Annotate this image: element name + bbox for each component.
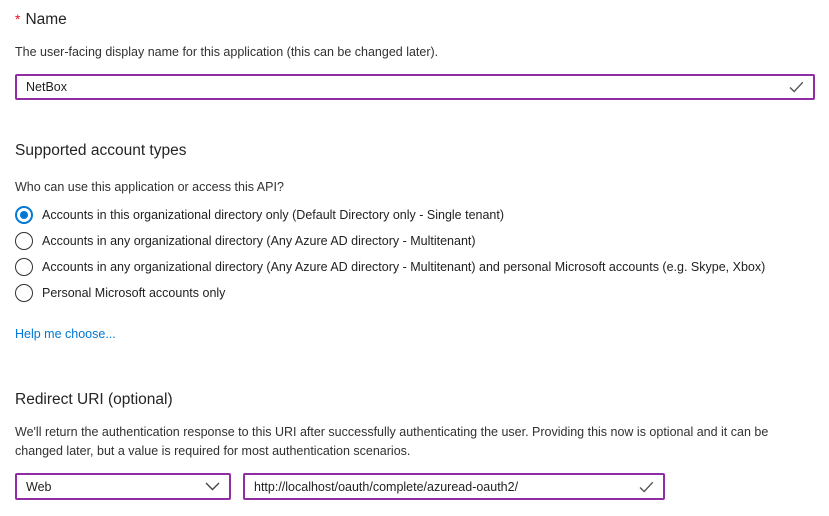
redirect-uri-description: We'll return the authentication response to this URI after successfully authenticating the user. Providing this now is optional and it can be changed later, but a value is required for most authentication scenarios. [15,425,769,458]
radio-label: Personal Microsoft accounts only [42,286,226,300]
name-section-title [15,11,67,29]
radio-label: Accounts in this organizational directory only (Default Directory only - Single tenant) [42,208,505,222]
name-description: The user-facing display name for this application (this can be changed later). [15,45,439,59]
name-input[interactable] [17,80,789,94]
name-title-text: Name [25,11,67,28]
radio-single-tenant[interactable] [15,206,504,224]
platform-select[interactable] [15,473,231,500]
radio-button-icon [15,232,33,250]
redirect-uri-input[interactable] [245,480,639,494]
radio-button-icon [15,258,33,276]
redirect-uri-section-title: Redirect URI (optional) [15,391,173,408]
account-types-question: Who can use this application or access this API? [15,180,284,194]
help-me-choose-link[interactable]: Help me choose... [15,327,116,341]
radio-button-icon [15,206,33,224]
chevron-down-icon [205,482,220,491]
valid-checkmark-icon [639,481,654,493]
valid-checkmark-icon [789,81,804,93]
radio-label: Accounts in any organizational directory (Any Azure AD directory - Multitenant) [42,234,476,248]
radio-multitenant[interactable] [15,232,476,250]
platform-select-value: Web [26,479,52,494]
account-types-section-title: Supported account types [15,142,187,159]
redirect-uri-input-wrapper [243,473,665,500]
radio-button-icon [15,284,33,302]
name-input-wrapper [15,74,815,100]
radio-multitenant-personal[interactable] [15,258,765,276]
required-asterisk: * [15,11,21,27]
radio-personal-only[interactable] [15,284,225,302]
radio-label: Accounts in any organizational directory (Any Azure AD directory - Multitenant) and personal Microsoft accounts (e.g. Skype, Xbox) [42,260,766,274]
